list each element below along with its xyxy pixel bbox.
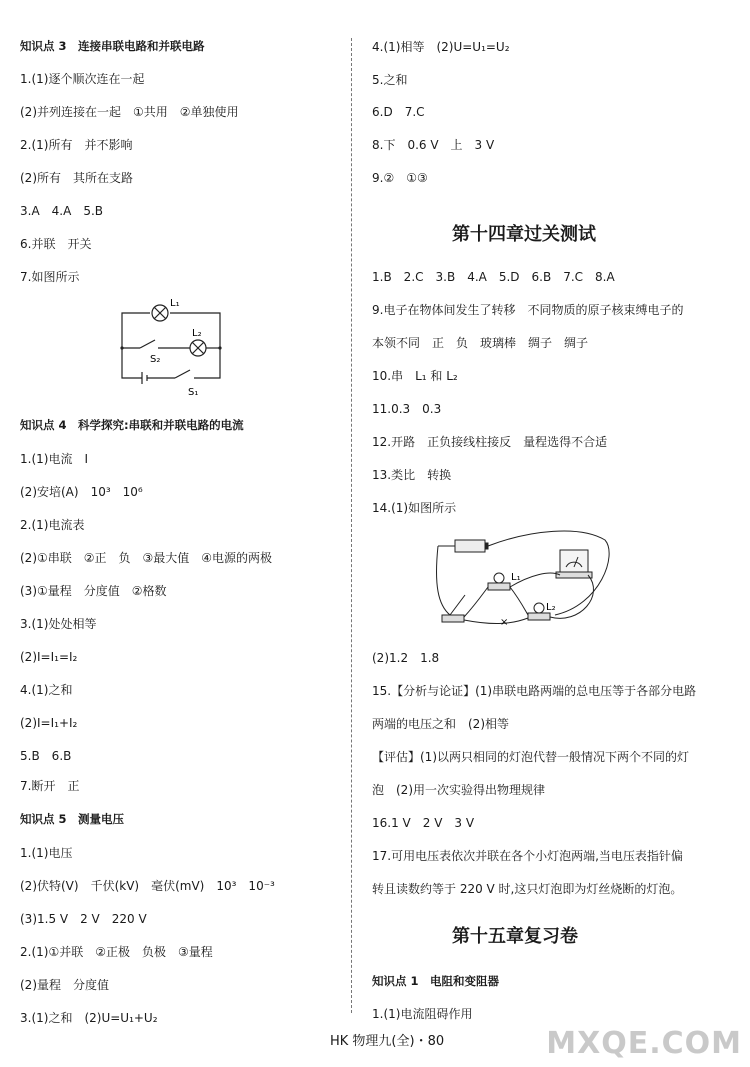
answer-line: 11.0.3 0.3 [372,402,442,416]
answer-line: (2)I=I₁+I₂ [20,716,78,730]
answer-line: 10.串 L₁ 和 L₂ [372,369,458,383]
answer-line: 7.断开 正 [20,779,80,793]
answer-line: 6.D 7.C [372,105,425,119]
answer-line: 3.A 4.A 5.B [20,204,103,218]
watermark: MXQE.COM [546,1026,742,1061]
answer-line: 2.(1)所有 并不影响 [20,138,133,152]
answer-line: 2.(1)①并联 ②正极 负极 ③量程 [20,945,213,959]
answer-line: 5.B 6.B [20,749,72,763]
chapter-title: 第十四章过关测试 [452,224,596,245]
wire-cross-mark: × [500,617,509,628]
answer-line: 泡 (2)用一次实验得出物理规律 [372,783,545,797]
section-heading: 知识点 3 连接串联电路和并联电路 [20,39,205,53]
answer-line: (3)①量程 分度值 ②格数 [20,584,167,598]
answer-line: (2)安培(A) 10³ 10⁶ [20,485,143,499]
answer-line: (2)所有 其所在支路 [20,171,133,185]
answer-line: 1.B 2.C 3.B 4.A 5.D 6.B 7.C 8.A [372,270,615,284]
answer-line: (2)①串联 ②正 负 ③最大值 ④电源的两极 [20,551,273,565]
answer-line: 5.之和 [372,73,408,87]
answer-line: 6.并联 开关 [20,237,92,251]
answer-line: 7.如图所示 [20,270,80,284]
answer-line: 本领不同 正 负 玻璃棒 绸子 绸子 [372,336,589,350]
section-heading: 知识点 4 科学探究:串联和并联电路的电流 [20,418,244,432]
answer-line: (2)量程 分度值 [20,978,109,992]
answer-line: 【评估】(1)以两只相同的灯泡代替一般情况下两个不同的灯 [372,750,690,764]
answer-line: 3.(1)处处相等 [20,617,97,631]
answer-line: (2)并列连接在一起 ①共用 ②单独使用 [20,105,239,119]
answer-line: 13.类比 转换 [372,468,452,482]
answer-line: 1.(1)逐个顺次连在一起 [20,72,145,86]
column-divider [351,38,352,1013]
lamp-l1-label: L₁ [511,572,521,583]
answer-line: (3)1.5 V 2 V 220 V [20,912,147,926]
chapter-title: 第十五章复习卷 [452,926,578,947]
answer-line: 2.(1)电流表 [20,518,85,532]
answer-line: 1.(1)电流阻碍作用 [372,1007,473,1021]
answer-line: 8.下 0.6 V 上 3 V [372,138,495,152]
answer-line: (2)1.2 1.8 [372,651,440,665]
section-heading: 知识点 1 电阻和变阻器 [372,974,500,988]
answer-line: 12.开路 正负接线柱接反 量程选得不合适 [372,435,608,449]
answer-line: 4.(1)相等 (2)U=U₁=U₂ [372,40,510,54]
lamp-l2-label: L₂ [192,328,202,339]
answer-line: 1.(1)电流 I [20,452,88,466]
answer-line: 9.电子在物体间发生了转移 不同物质的原子核束缚电子的 [372,303,684,317]
lamp-l2-label: L₂ [546,602,556,613]
answer-line: 4.(1)之和 [20,683,73,697]
switch-s2-label: S₂ [150,354,161,365]
answer-line: 两端的电压之和 (2)相等 [372,717,509,731]
answer-line: 15.【分析与论证】(1)串联电路两端的总电压等于各部分电路 [372,684,697,698]
answer-line: 14.(1)如图所示 [372,501,457,515]
answer-line: (2)伏特(V) 千伏(kV) 毫伏(mV) 10³ 10⁻³ [20,879,275,893]
answer-line: 9.② ①③ [372,171,428,185]
answer-line: (2)I=I₁=I₂ [20,650,78,664]
answer-line: 16.1 V 2 V 3 V [372,816,475,830]
answer-line: 17.可用电压表依次并联在各个小灯泡两端,当电压表指针偏 [372,849,683,863]
switch-s1-label: S₁ [188,387,199,398]
section-heading: 知识点 5 测量电压 [20,812,125,826]
answer-line: 3.(1)之和 (2)U=U₁+U₂ [20,1011,158,1025]
answer-line: 1.(1)电压 [20,846,73,860]
page-footer: HK 物理九(全)・80 [330,1034,445,1049]
lamp-l1-label: L₁ [170,298,180,309]
answer-line: 转且读数约等于 220 V 时,这只灯泡即为灯丝烧断的灯泡。 [372,882,683,896]
circuit-diagram-2 [430,525,615,640]
circuit-diagram-1 [110,293,250,398]
